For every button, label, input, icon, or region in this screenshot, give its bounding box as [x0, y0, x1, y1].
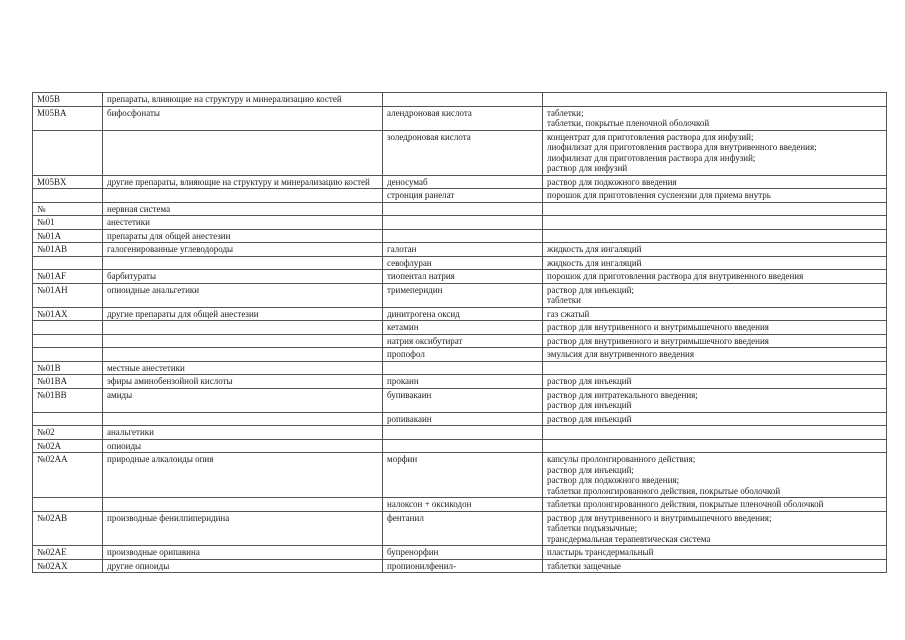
group-text: амиды: [107, 389, 133, 400]
dosage-form-line: таблетки: [547, 295, 582, 305]
table-row: [33, 93, 887, 107]
drug-name-cell: кетамин: [383, 321, 543, 335]
dosage-form-cell: [543, 283, 887, 307]
drug-name-cell: золедроновая кислота: [383, 130, 543, 175]
anatomical-therapeutic-group-cell: [103, 498, 383, 512]
dosage-form-line: раствор для подкожного введения: [547, 176, 677, 187]
anatomical-therapeutic-group-cell: [103, 546, 383, 560]
dosage-form-line: лиофилизат для приготовления раствора для внутривенного введения;: [547, 142, 817, 152]
atc-code-cell: №01BA: [33, 375, 103, 389]
drug-name-cell: [383, 426, 543, 440]
atc-code-cell: №01A: [33, 229, 103, 243]
dosage-form-cell: [543, 202, 887, 216]
atc-code-cell: [33, 189, 103, 203]
dosage-form-cell: [543, 130, 887, 175]
anatomical-therapeutic-group-cell: [103, 93, 383, 107]
drug-name-cell: налоксон + оксикодон: [383, 498, 543, 512]
dosage-form-line: раствор для интратекального введения;: [547, 389, 698, 400]
table-row: [33, 511, 887, 546]
atc-code-cell: [33, 412, 103, 426]
dosage-form-line: газ сжатый: [547, 308, 590, 319]
drug-name-cell: [383, 439, 543, 453]
dosage-form-line: таблетки;: [547, 107, 584, 118]
dosage-form-cell: [543, 321, 887, 335]
atc-code-cell: №01AB: [33, 243, 103, 257]
anatomical-therapeutic-group-cell: [103, 388, 383, 412]
anatomical-therapeutic-group-cell: [103, 175, 383, 189]
dosage-form-cell: [543, 426, 887, 440]
dosage-form-line: раствор для инфузий: [547, 163, 628, 173]
anatomical-therapeutic-group-cell: [103, 334, 383, 348]
atc-code-cell: №01AH: [33, 283, 103, 307]
dosage-form-line: концентрат для приготовления раствора для инфузий;: [547, 131, 754, 142]
atc-code-cell: [33, 321, 103, 335]
dosage-form-cell: [543, 375, 887, 389]
drug-list-table: [32, 92, 887, 573]
dosage-form-line: лиофилизат для приготовления раствора для инфузий;: [547, 152, 756, 163]
dosage-form-cell: [543, 189, 887, 203]
dosage-form-cell: [543, 216, 887, 230]
dosage-form-line: таблетки защечные: [547, 560, 621, 571]
table-row: [33, 426, 887, 440]
dosage-form-line: раствор для инъекций;: [547, 284, 634, 295]
dosage-form-cell: [543, 412, 887, 426]
drug-name-cell: морфин: [383, 453, 543, 498]
dosage-form-line: таблетки пролонгированного действия, покрытые пленочной оболочкой: [547, 499, 824, 509]
group-text: природные алкалоиды опия: [107, 454, 214, 464]
table-row: [33, 243, 887, 257]
anatomical-therapeutic-group-cell: [103, 229, 383, 243]
group-text: эфиры аминобензойной кислоты: [107, 376, 233, 386]
drug-name-cell: динитрогена оксид: [383, 307, 543, 321]
table-row: [33, 321, 887, 335]
atc-code-cell: №02: [33, 426, 103, 440]
atc-code-cell: №02AE: [33, 546, 103, 560]
drug-name-cell: [383, 202, 543, 216]
dosage-form-cell: [543, 307, 887, 321]
anatomical-therapeutic-group-cell: [103, 130, 383, 175]
table-row: [33, 216, 887, 230]
dosage-form-line: таблетки пролонгированного действия, покрытые оболочкой: [547, 485, 781, 496]
dosage-form-cell: [543, 348, 887, 362]
drug-name-cell: бупивакаин: [383, 388, 543, 412]
anatomical-therapeutic-group-cell: [103, 106, 383, 130]
drug-name-cell: натрия оксибутират: [383, 334, 543, 348]
dosage-form-line: капсулы пролонгированного действия;: [547, 454, 696, 464]
anatomical-therapeutic-group-cell: [103, 511, 383, 546]
anatomical-therapeutic-group-cell: [103, 243, 383, 257]
table-row: [33, 361, 887, 375]
dosage-form-cell: [543, 361, 887, 375]
dosage-form-line: пластырь трансдермальный: [547, 547, 654, 557]
drug-name-cell: фентанил: [383, 511, 543, 546]
table-row: [33, 283, 887, 307]
atc-code-cell: №02AA: [33, 453, 103, 498]
dosage-form-cell: [543, 93, 887, 107]
table-row: [33, 498, 887, 512]
group-text: другие препараты, влияющие на структуру и минерализацию костей: [107, 176, 370, 187]
drug-name-cell: прокаин: [383, 375, 543, 389]
group-text: галогенированные углеводороды: [107, 244, 234, 254]
dosage-form-cell: [543, 229, 887, 243]
dosage-form-cell: [543, 511, 887, 546]
drug-name-cell: алендроновая кислота: [383, 106, 543, 130]
drug-name-cell: бупренорфин: [383, 546, 543, 560]
dosage-form-cell: [543, 270, 887, 284]
dosage-form-line: жидкость для ингаляций: [547, 244, 642, 254]
table-row: [33, 270, 887, 284]
drug-name-cell: пропионилфенил-: [383, 559, 543, 573]
dosage-form-cell: [543, 498, 887, 512]
table-row: [33, 307, 887, 321]
drug-name-cell: тиопентал натрия: [383, 270, 543, 284]
table-row: [33, 559, 887, 573]
dosage-form-cell: [543, 256, 887, 270]
anatomical-therapeutic-group-cell: [103, 559, 383, 573]
drug-name-cell: [383, 361, 543, 375]
dosage-form-cell: [543, 453, 887, 498]
atc-code-cell: M05B: [33, 93, 103, 107]
table-row: [33, 106, 887, 130]
anatomical-therapeutic-group-cell: [103, 202, 383, 216]
drug-name-cell: [383, 93, 543, 107]
atc-code-cell: №02AX: [33, 559, 103, 573]
table-row: [33, 189, 887, 203]
group-text: бифосфонаты: [107, 107, 160, 118]
dosage-form-cell: [543, 106, 887, 130]
group-text: опиоиды: [107, 440, 142, 451]
table-row: [33, 130, 887, 175]
dosage-form-line: раствор для инъекций;: [547, 464, 634, 475]
group-text: препараты для общей анестезии: [107, 230, 231, 241]
dosage-form-line: эмульсия для внутривенного введения: [547, 349, 694, 359]
atc-code-cell: №01BB: [33, 388, 103, 412]
group-text: местные анестетики: [107, 362, 185, 373]
drug-name-cell: деносумаб: [383, 175, 543, 189]
dosage-form-line: порошок для приготовления раствора для внутривенного введения: [547, 271, 804, 281]
anatomical-therapeutic-group-cell: [103, 189, 383, 203]
group-text: анальгетики: [107, 427, 154, 437]
atc-code-cell: [33, 130, 103, 175]
table-row: [33, 453, 887, 498]
anatomical-therapeutic-group-cell: [103, 216, 383, 230]
table-row: [33, 348, 887, 362]
anatomical-therapeutic-group-cell: [103, 256, 383, 270]
atc-code-cell: №02A: [33, 439, 103, 453]
dosage-form-line: жидкость для ингаляций: [547, 257, 642, 268]
atc-code-cell: №01B: [33, 361, 103, 375]
anatomical-therapeutic-group-cell: [103, 375, 383, 389]
dosage-form-line: порошок для приготовления суспензии для приема внутрь: [547, 190, 771, 200]
atc-code-cell: [33, 498, 103, 512]
atc-code-cell: №01AF: [33, 270, 103, 284]
atc-code-cell: №02AB: [33, 511, 103, 546]
atc-code-cell: №01AX: [33, 307, 103, 321]
table-row: [33, 375, 887, 389]
dosage-form-cell: [543, 559, 887, 573]
dosage-form-line: раствор для инъекций: [547, 413, 632, 424]
anatomical-therapeutic-group-cell: [103, 453, 383, 498]
dosage-form-line: раствор для внутривенного и внутримышечного введения: [547, 322, 769, 332]
drug-name-cell: тримеперидин: [383, 283, 543, 307]
group-text: барбитураты: [107, 271, 157, 281]
drug-name-cell: ропивакаин: [383, 412, 543, 426]
table-row: [33, 202, 887, 216]
dosage-form-line: трансдермальная терапевтическая система: [547, 533, 711, 544]
table-row: [33, 388, 887, 412]
dosage-form-line: раствор для внутривенного и внутримышечного введения: [547, 335, 769, 346]
anatomical-therapeutic-group-cell: [103, 270, 383, 284]
drug-name-cell: [383, 216, 543, 230]
group-text: нервная система: [107, 203, 171, 214]
group-text: производные орипавина: [107, 547, 200, 557]
anatomical-therapeutic-group-cell: [103, 439, 383, 453]
atc-code-cell: [33, 256, 103, 270]
atc-code-cell: M05BX: [33, 175, 103, 189]
table-row: [33, 256, 887, 270]
table-row: [33, 334, 887, 348]
table-row: [33, 546, 887, 560]
dosage-form-line: раствор для инъекций: [547, 376, 632, 386]
atc-code-cell: [33, 348, 103, 362]
anatomical-therapeutic-group-cell: [103, 348, 383, 362]
anatomical-therapeutic-group-cell: [103, 361, 383, 375]
atc-code-cell: M05BA: [33, 106, 103, 130]
dosage-form-cell: [543, 334, 887, 348]
dosage-form-line: таблетки, покрытые пленочной оболочкой: [547, 118, 710, 128]
group-text: препараты, влияющие на структуру и минерализацию костей: [107, 94, 342, 104]
drug-name-cell: севофлуран: [383, 256, 543, 270]
group-text: другие препараты для общей анестезии: [107, 308, 259, 319]
drug-name-cell: стронция ранелат: [383, 189, 543, 203]
anatomical-therapeutic-group-cell: [103, 321, 383, 335]
group-text: опиоидные анальгетики: [107, 284, 200, 295]
group-text: производные фенилпиперидина: [107, 512, 230, 523]
drug-name-cell: галотан: [383, 243, 543, 257]
dosage-form-cell: [543, 243, 887, 257]
dosage-form-cell: [543, 439, 887, 453]
group-text: другие опиоиды: [107, 560, 170, 571]
table-row: [33, 229, 887, 243]
drug-name-cell: пропофол: [383, 348, 543, 362]
anatomical-therapeutic-group-cell: [103, 412, 383, 426]
table-row: [33, 439, 887, 453]
dosage-form-line: раствор для внутривенного и внутримышечного введения;: [547, 512, 772, 523]
dosage-form-line: таблетки подъязычные;: [547, 523, 638, 533]
table-row: [33, 175, 887, 189]
drug-name-cell: [383, 229, 543, 243]
group-text: анестетики: [107, 217, 150, 227]
dosage-form-cell: [543, 546, 887, 560]
anatomical-therapeutic-group-cell: [103, 283, 383, 307]
atc-code-cell: №: [33, 202, 103, 216]
anatomical-therapeutic-group-cell: [103, 426, 383, 440]
dosage-form-line: раствор для подкожного введения;: [547, 475, 680, 485]
table-body: [33, 93, 887, 573]
atc-code-cell: №01: [33, 216, 103, 230]
dosage-form-cell: [543, 388, 887, 412]
anatomical-therapeutic-group-cell: [103, 307, 383, 321]
dosage-form-cell: [543, 175, 887, 189]
dosage-form-line: раствор для инъекций: [547, 400, 632, 410]
atc-code-cell: [33, 334, 103, 348]
table-row: [33, 412, 887, 426]
